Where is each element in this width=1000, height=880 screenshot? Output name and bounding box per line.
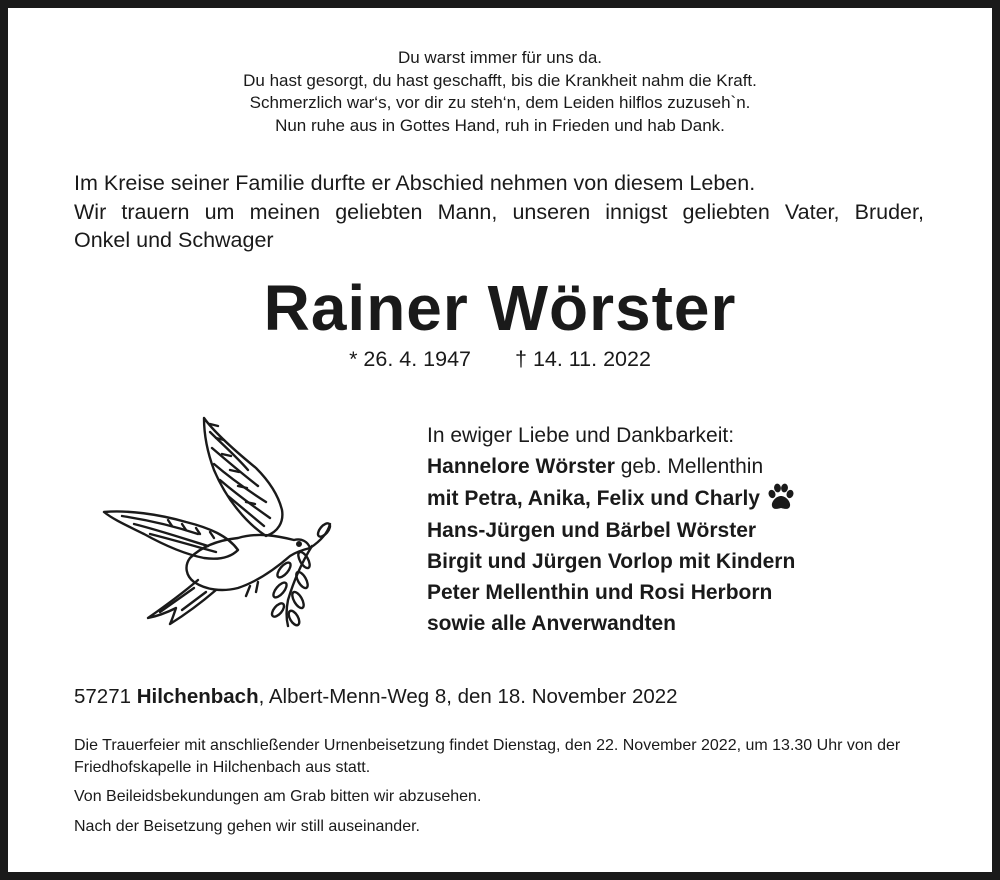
intro-word: Mann,	[437, 199, 498, 224]
mourner-line: Peter Mellenthin und Rosi Herborn	[427, 581, 773, 605]
intro-text	[74, 169, 924, 255]
mourners-heading: In ewiger Liebe und Dankbarkeit:	[427, 424, 735, 447]
mourner-line	[427, 451, 927, 482]
poem-line: Du warst immer für uns da.	[397, 48, 603, 67]
intro-word: geliebten	[682, 199, 770, 224]
intro-word: unseren	[512, 199, 591, 224]
intro-line-3: Onkel und Schwager	[74, 228, 274, 252]
funeral-notes	[74, 735, 934, 845]
intro-line-1: Im Kreise seiner Familie durfte er Abschied nehmen von diesem Leben.	[74, 171, 756, 195]
intro-line-2	[74, 198, 924, 227]
poem-line: Nun ruhe aus in Gottes Hand, ruh in Frieden und hab Dank.	[275, 115, 725, 135]
mourner-line-text: mit Petra, Anika, Felix und Charly	[427, 487, 760, 511]
intro-word: Wir	[74, 199, 107, 224]
postal-code: 57271	[74, 685, 137, 708]
poem	[0, 47, 1000, 137]
intro-word: innigst	[605, 199, 668, 224]
paw-print-icon	[766, 482, 796, 512]
spouse-name: Hannelore Wörster	[427, 455, 615, 479]
poem-line: Schmerzlich war‘s, vor dir zu steh‘n, dem Leiden hilflos zuzuseh`n.	[249, 93, 751, 112]
deceased-name: Rainer Wörster	[263, 272, 737, 344]
mourner-line: sowie alle Anverwandten	[427, 612, 676, 636]
mourner-line: Hans-Jürgen und Bärbel Wörster	[427, 518, 757, 542]
city: Hilchenbach	[136, 685, 259, 708]
spouse-maiden-name: geb. Mellenthin	[614, 455, 764, 479]
mourner-line	[427, 482, 927, 514]
street-and-date: , Albert-Menn-Weg 8, den 18. November 2022	[258, 685, 678, 708]
after-burial-note: Nach der Beisetzung gehen wir still auseinander.	[74, 817, 420, 835]
birth-date: * 26. 4. 1947	[349, 347, 472, 371]
intro-word: Vater,	[784, 199, 840, 224]
intro-word: um	[204, 199, 235, 224]
mourners-list	[427, 420, 927, 639]
poem-line: Du hast gesorgt, du hast geschafft, bis die Krankheit nahm die Kraft.	[243, 70, 757, 90]
life-dates	[0, 346, 1000, 372]
address-line	[74, 684, 924, 710]
condolences-note: Von Beileidsbekundungen am Grab bitten wir abzusehen.	[74, 788, 482, 805]
ceremony-note: Die Trauerfeier mit anschließender Urnenbeisetzung findet Dienstag, den 22. November 2022, um 13.30 Uhr von der Friedhofskapelle in Hilchenbach aus statt.	[74, 737, 901, 776]
intro-word: trauern	[121, 199, 190, 224]
death-date: † 14. 11. 2022	[515, 347, 651, 371]
intro-word: meinen	[249, 199, 321, 224]
dove-with-olive-branch-icon	[98, 410, 338, 635]
mourner-line: Birgit und Jürgen Vorlop mit Kindern	[427, 549, 796, 573]
intro-word: geliebten	[335, 199, 423, 224]
intro-word: Bruder,	[854, 199, 924, 224]
